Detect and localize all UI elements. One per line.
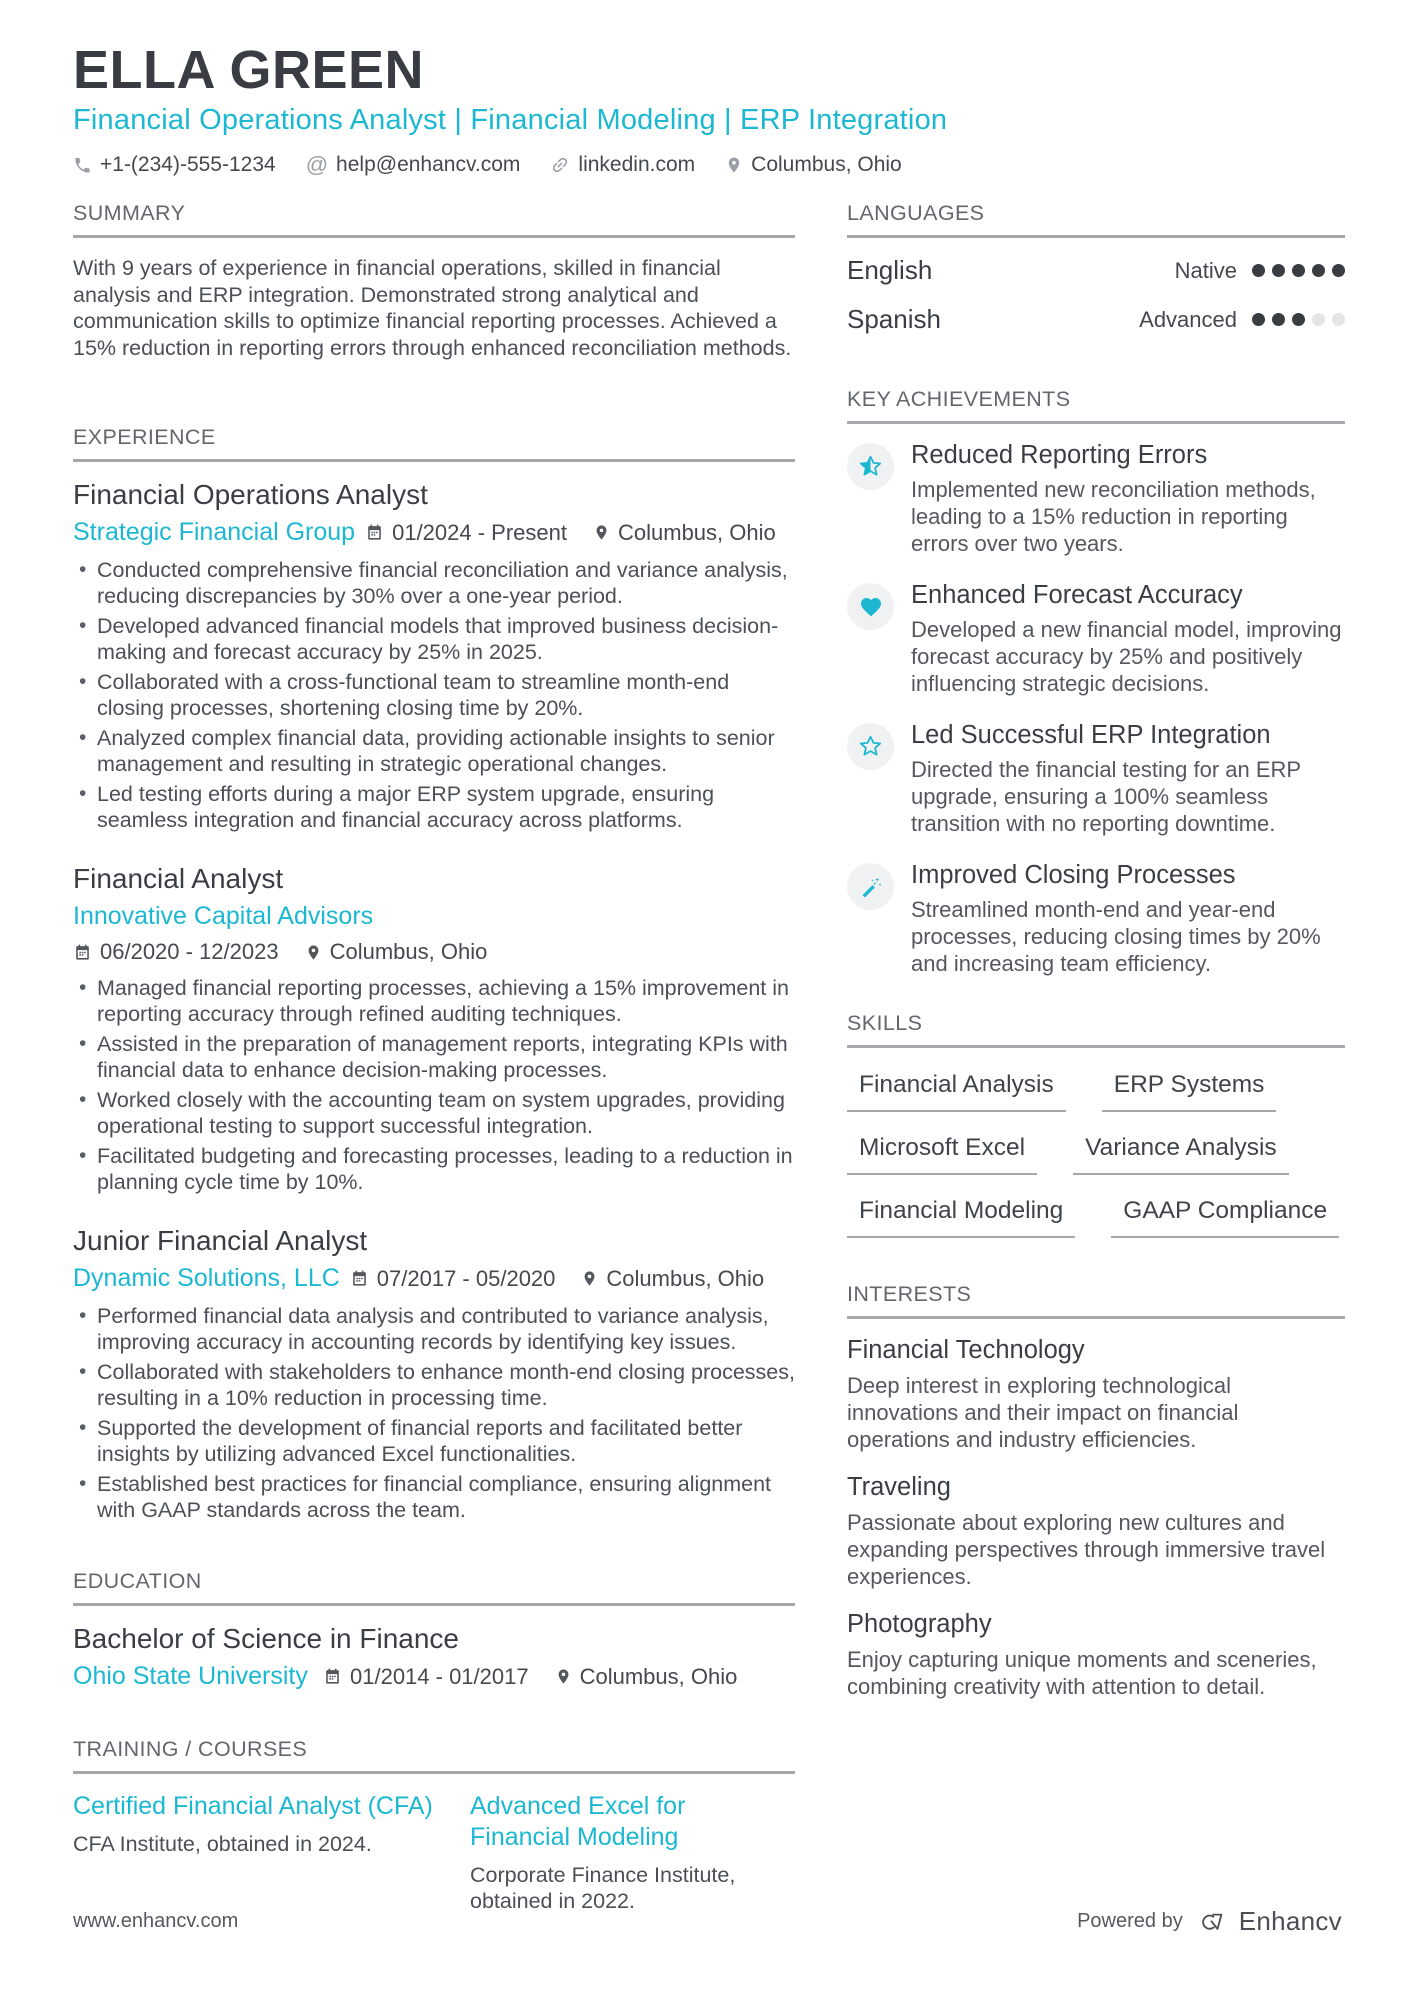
location-pin-icon (593, 524, 610, 541)
bullet-item: • Conducted comprehensive financial reconciliation and variance analysis, reducing discrepancies by 30% over a one-year period. (73, 557, 795, 609)
job-dates: 06/2020 - 12/2023 (73, 939, 305, 965)
summary-heading: SUMMARY (73, 201, 795, 238)
interests-heading: INTERESTS (847, 1282, 1345, 1319)
bullet-item: • Worked closely with the accounting team on system upgrades, providing operational testing to support successful integration. (73, 1087, 795, 1139)
course-title: Certified Financial Analyst (CFA) (73, 1792, 433, 1821)
calendar-icon (73, 943, 92, 962)
phone-contact (73, 153, 276, 177)
enhancv-logo-icon (1195, 1909, 1227, 1935)
language-name: English (847, 255, 933, 286)
magic-wand-icon (847, 863, 894, 910)
achievement-text: Directed the financial testing for an ERP upgrade, ensuring a 100% seamless transition with no reporting downtime. (911, 757, 1301, 837)
achievement-entry (847, 581, 1345, 697)
language-name: Spanish (847, 304, 941, 335)
achievements-section (847, 387, 1345, 977)
interest-entry (847, 1473, 1345, 1590)
experience-section (73, 425, 795, 1523)
sparkle-star-icon (847, 443, 894, 490)
summary-section (73, 201, 795, 361)
course-entry (470, 1791, 775, 1914)
skill-item: ERP Systems (1102, 1071, 1277, 1112)
language-level-dots (1252, 313, 1345, 326)
languages-section (847, 201, 1345, 335)
course-description: Corporate Finance Institute, obtained in 2022. (470, 1863, 736, 1914)
phone-icon (73, 156, 92, 175)
job-entry (73, 863, 795, 1195)
star-icon (847, 723, 894, 770)
job-bullets (73, 1303, 795, 1523)
skills-heading: SKILLS (847, 1011, 1345, 1048)
job-title: Financial Analyst (73, 863, 284, 895)
company-name: Dynamic Solutions, LLC (73, 1264, 340, 1293)
job-location: Columbus, Ohio (581, 1266, 764, 1292)
training-section (73, 1737, 795, 1914)
job-title: Junior Financial Analyst (73, 1225, 368, 1257)
candidate-name: ELLA GREEN (73, 40, 425, 100)
school-name: Ohio State University (73, 1662, 308, 1691)
achievement-entry (847, 861, 1345, 977)
interest-entry (847, 1610, 1345, 1700)
course-title: Advanced Excel for Financial Modeling (470, 1792, 686, 1852)
interest-title: Photography (847, 1610, 992, 1639)
calendar-icon (350, 1269, 369, 1288)
course-description: CFA Institute, obtained in 2024. (73, 1832, 372, 1857)
interest-text: Enjoy capturing unique moments and sceneries, combining creativity with attention to detail. (847, 1647, 1317, 1700)
page-footer (73, 1906, 1342, 1937)
company-name: Strategic Financial Group (73, 518, 356, 547)
achievement-title: Improved Closing Processes (911, 861, 1236, 890)
job-bullets (73, 975, 795, 1195)
job-dates: 07/2017 - 05/2020 (350, 1266, 582, 1292)
education-section (73, 1569, 795, 1691)
achievement-text: Developed a new financial model, improving forecast accuracy by 25% and positively influencing strategic decisions. (911, 617, 1342, 697)
bullet-item: • Collaborated with a cross-functional team to streamline month-end closing processes, shortening closing time by 20%. (73, 669, 795, 721)
link-icon (550, 155, 570, 175)
location-text: Columbus, Ohio (751, 153, 902, 177)
job-location: Columbus, Ohio (593, 520, 776, 546)
job-dates: 01/2024 - Present (365, 520, 593, 546)
location-contact (725, 153, 902, 177)
heart-icon (847, 583, 894, 630)
course-entry (73, 1791, 438, 1914)
bullet-item: • Performed financial data analysis and contributed to variance analysis, improving accuracy in accounting records by identifying key issues. (73, 1303, 795, 1355)
bullet-item: • Led testing efforts during a major ERP system upgrade, ensuring seamless integration and financial accuracy across platforms. (73, 781, 795, 833)
achievement-entry (847, 721, 1345, 837)
education-dates: 01/2014 - 01/2017 (323, 1664, 555, 1690)
bullet-item: • Managed financial reporting processes, achieving a 15% improvement in reporting accuracy through refined auditing techniques. (73, 975, 795, 1027)
skill-item: Financial Modeling (847, 1197, 1075, 1238)
interest-text: Passionate about exploring new cultures and expanding perspectives through immersive travel experiences. (847, 1510, 1326, 1590)
bullet-item: • Supported the development of financial reports and facilitated better insights by utilizing advanced Excel functionalities. (73, 1415, 795, 1467)
language-level: Native (1174, 257, 1237, 283)
location-icon (725, 156, 743, 174)
phone-number: +1-(234)-555-1234 (100, 153, 276, 177)
bullet-item: • Established best practices for financial compliance, ensuring alignment with GAAP standards across the team. (73, 1471, 795, 1523)
achievement-entry (847, 441, 1345, 557)
link-contact[interactable] (550, 153, 695, 177)
achievement-text: Streamlined month-end and year-end processes, reducing closing times by 20% and increasing team efficiency. (911, 897, 1321, 977)
location-pin-icon (555, 1668, 572, 1685)
location-pin-icon (581, 1270, 598, 1287)
language-row (847, 255, 1345, 286)
summary-text: With 9 years of experience in financial operations, skilled in financial analysis and ERP integration. Demonstrated strong analytical and communication skills to optimize financial reporting processes. Achieved a 15% reduction in reporting errors through enhanced reconciliation methods. (73, 256, 792, 360)
achievement-title: Enhanced Forecast Accuracy (911, 581, 1243, 610)
company-name: Innovative Capital Advisors (73, 902, 374, 931)
candidate-headline: Financial Operations Analyst | Financial Modeling | ERP Integration (73, 104, 948, 137)
at-icon: @ (305, 152, 329, 178)
interest-entry (847, 1336, 1345, 1453)
bullet-item: • Developed advanced financial models that improved business decision-making and forecast accuracy by 25% in 2025. (73, 613, 795, 665)
left-column (73, 201, 795, 1960)
achievement-title: Reduced Reporting Errors (911, 441, 1208, 470)
interest-title: Financial Technology (847, 1336, 1085, 1365)
interest-title: Traveling (847, 1473, 951, 1502)
right-column (847, 201, 1345, 1960)
training-heading: TRAINING / COURSES (73, 1737, 795, 1774)
powered-by-label: Powered by (1077, 1910, 1183, 1932)
education-location: Columbus, Ohio (555, 1664, 738, 1690)
skill-item: Financial Analysis (847, 1071, 1066, 1112)
achievement-title: Led Successful ERP Integration (911, 721, 1271, 750)
calendar-icon (365, 523, 384, 542)
language-row (847, 304, 1345, 335)
bullet-item: • Analyzed complex financial data, providing actionable insights to senior management and resulting in strategic operational changes. (73, 725, 795, 777)
skills-list (847, 1065, 1345, 1238)
skills-section (847, 1011, 1345, 1238)
job-entry (73, 1225, 795, 1523)
skill-item: GAAP Compliance (1111, 1197, 1339, 1238)
bullet-item: • Collaborated with stakeholders to enhance month-end closing processes, resulting in a 10% reduction in processing time. (73, 1359, 795, 1411)
language-level-dots (1252, 264, 1345, 277)
bullet-item: • Assisted in the preparation of management reports, integrating KPIs with financial data to enhance decision-making processes. (73, 1031, 795, 1083)
resume-header (73, 42, 1345, 177)
job-entry (73, 479, 795, 833)
email-contact[interactable] (306, 153, 521, 177)
skill-item: Microsoft Excel (847, 1134, 1037, 1175)
achievement-text: Implemented new reconciliation methods, leading to a 15% reduction in reporting errors over two years. (911, 477, 1316, 557)
languages-heading: LANGUAGES (847, 201, 1345, 238)
linkedin-link[interactable]: linkedin.com (578, 153, 696, 177)
language-level: Advanced (1139, 306, 1237, 332)
job-bullets (73, 557, 795, 833)
achievements-heading: KEY ACHIEVEMENTS (847, 387, 1345, 424)
interests-section (847, 1282, 1345, 1700)
contact-row (73, 153, 1345, 177)
interest-text: Deep interest in exploring technological innovations and their impact on financial operations and industry efficiencies. (847, 1373, 1239, 1453)
education-heading: EDUCATION (73, 1569, 795, 1606)
skill-item: Variance Analysis (1073, 1134, 1289, 1175)
experience-heading: EXPERIENCE (73, 425, 795, 462)
footer-site-link[interactable]: www.enhancv.com (73, 1910, 239, 1932)
location-pin-icon (305, 944, 322, 961)
job-location: Columbus, Ohio (305, 939, 488, 965)
job-title: Financial Operations Analyst (73, 479, 428, 511)
bullet-item: • Facilitated budgeting and forecasting processes, leading to a reduction in planning cycle time by 10%. (73, 1143, 795, 1195)
brand-name[interactable]: Enhancv (1238, 1906, 1342, 1936)
calendar-icon (323, 1667, 342, 1686)
degree-title: Bachelor of Science in Finance (73, 1623, 459, 1655)
email-address[interactable]: help@enhancv.com (336, 153, 521, 177)
